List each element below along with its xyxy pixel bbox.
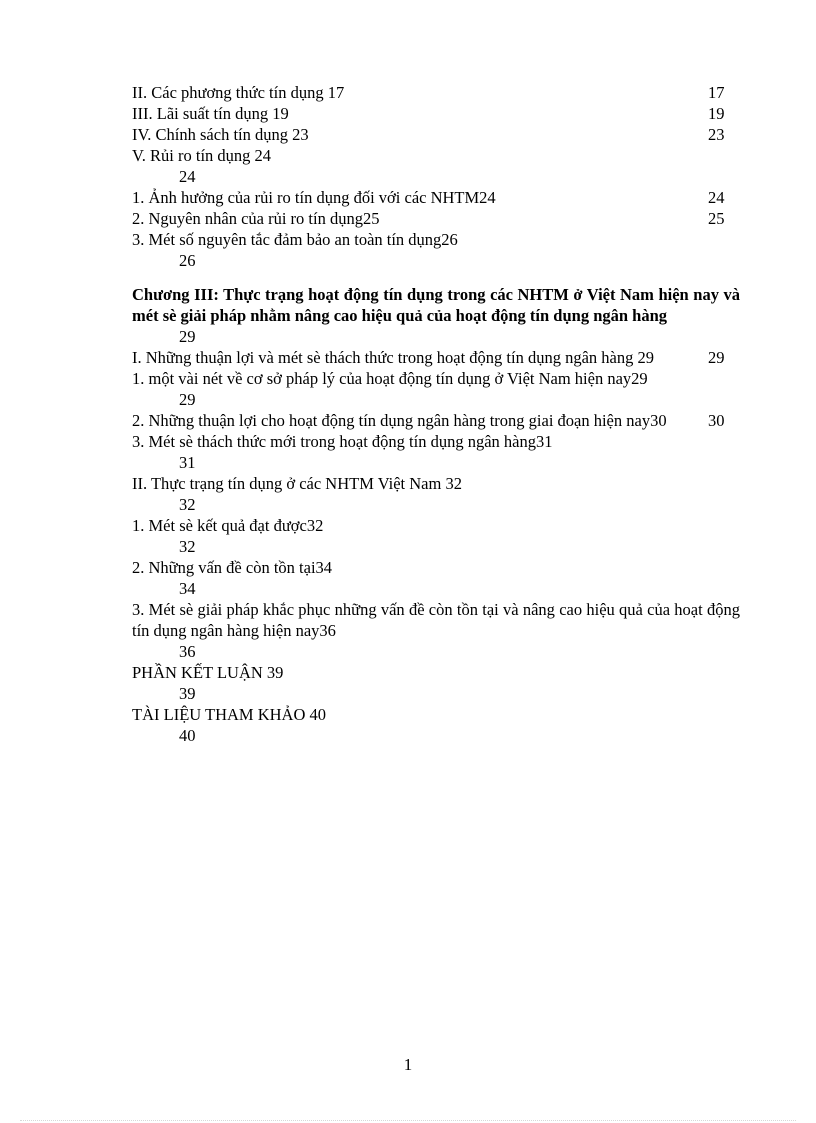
- toc-entry-page: 23: [708, 125, 725, 144]
- toc-entry-page-line: [132, 494, 740, 515]
- table-of-contents: [132, 82, 740, 746]
- toc-entry-text: 2. Những thuận lợi cho hoạt động tín dụng ngân hàng trong giai đoạn hiện nay30: [132, 411, 667, 430]
- toc-entry-page: 30: [708, 411, 725, 430]
- toc-entry-text: 31: [179, 453, 196, 472]
- toc-entry: [132, 704, 740, 725]
- toc-entry-page: 19: [708, 104, 725, 123]
- toc-entry-text: V. Rủi ro tín dụng 24: [132, 146, 272, 165]
- chapter-heading: Chương III: Thực trạng hoạt động tín dụng trong các NHTM ở Việt Nam hiện nay và mét sè giải pháp nhằm nâng cao hiệu quả của hoạt động tín dụng ngân hàng: [132, 285, 740, 325]
- toc-entry: [132, 103, 740, 124]
- toc-entry-text: II. Các phương thức tín dụng 17: [132, 83, 345, 102]
- toc-entry-text: 3. Mét số nguyên tắc đảm bảo an toàn tín dụng26: [132, 230, 458, 249]
- toc-entry: [132, 124, 740, 145]
- toc-entry-page-line: [132, 578, 740, 599]
- toc-entry-page-line: [132, 166, 740, 187]
- toc-entry-text: 29: [179, 327, 196, 346]
- toc-entry-page: 29: [708, 348, 725, 367]
- toc-entry-text: I. Những thuận lợi và mét sè thách thức trong hoạt động tín dụng ngân hàng 29: [132, 348, 654, 367]
- toc-entry-text: 2. Nguyên nhân của rủi ro tín dụng25: [132, 209, 380, 228]
- toc-entry: [132, 187, 740, 208]
- toc-entry-page-line: [132, 683, 740, 704]
- toc-entry: [132, 82, 740, 103]
- toc-entry-text: 39: [179, 684, 196, 703]
- spacer: [132, 271, 740, 284]
- toc-entry: [132, 473, 740, 494]
- toc-entry-text: 26: [179, 251, 196, 270]
- toc-entry-page: 17: [708, 83, 725, 102]
- toc-entry: [132, 347, 740, 368]
- toc-entry-text: 1. một vài nét về cơ sở pháp lý của hoạt động tín dụng ở Việt Nam hiện nay29: [132, 369, 648, 388]
- toc-entry-page-line: [132, 452, 740, 473]
- toc-entry: [132, 229, 740, 250]
- toc-entry-page: 24: [708, 188, 725, 207]
- toc-entry-page-line: [132, 641, 740, 662]
- toc-entry-page-line: [132, 389, 740, 410]
- toc-entry-text: 1. Mét sè kết quả đạt được32: [132, 516, 324, 535]
- toc-entry: [132, 662, 740, 683]
- toc-entry-text: 24: [179, 167, 196, 186]
- toc-entry-page-line: [132, 326, 740, 347]
- toc-entry-text: 2. Những vấn đề còn tồn tại34: [132, 558, 333, 577]
- toc-entry-text: 34: [179, 579, 196, 598]
- toc-entry: [132, 208, 740, 229]
- toc-entry: [132, 431, 740, 452]
- toc-entry-text: TÀI LIỆU THAM KHẢO 40: [132, 705, 327, 724]
- page-number: 1: [403, 1055, 413, 1074]
- toc-entry-text: 32: [179, 495, 196, 514]
- toc-entry: [132, 145, 740, 166]
- toc-entry-wrapped: 3. Mét sè giải pháp khắc phục những vấn đề còn tồn tại và nâng cao hiệu quả của hoạt động tín dụng ngân hàng hiện nay36: [132, 600, 740, 640]
- toc-entry-text: IV. Chính sách tín dụng 23: [132, 125, 309, 144]
- toc-entry-text: 40: [179, 726, 196, 745]
- toc-entry-page: 25: [708, 209, 725, 228]
- toc-entry: [132, 515, 740, 536]
- toc-entry-text: III. Lãi suất tín dụng 19: [132, 104, 289, 123]
- toc-entry-page-line: [132, 250, 740, 271]
- toc-entry: [132, 368, 740, 389]
- toc-entry-text: 36: [179, 642, 196, 661]
- toc-entry: [132, 557, 740, 578]
- toc-entry-text: 29: [179, 390, 196, 409]
- toc-entry: [132, 410, 740, 431]
- toc-entry-text: 32: [179, 537, 196, 556]
- toc-entry-page-line: [132, 536, 740, 557]
- toc-entry-text: II. Thực trạng tín dụng ở các NHTM Việt Nam 32: [132, 474, 462, 493]
- toc-entry-text: 1. Ảnh hưởng của rủi ro tín dụng đối với các NHTM24: [132, 188, 496, 207]
- toc-entry-text: 3. Mét sè thách thức mới trong hoạt động tín dụng ngân hàng31: [132, 432, 553, 451]
- toc-entry-page-line: [132, 725, 740, 746]
- toc-entry-text: PHẦN KẾT LUẬN 39: [132, 663, 284, 682]
- page-bottom-divider: [20, 1120, 796, 1121]
